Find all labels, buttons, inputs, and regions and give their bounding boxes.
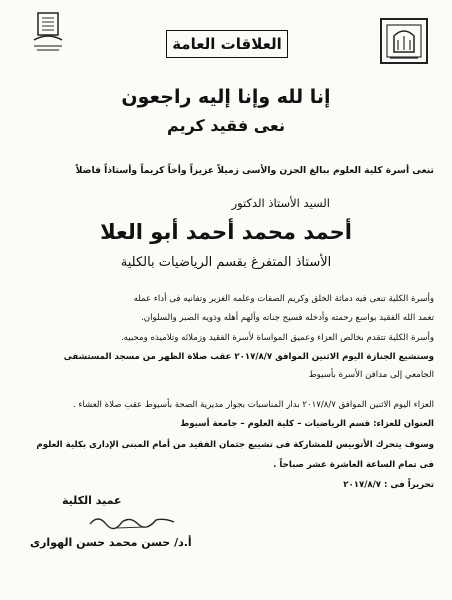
details-line: فى تمام الساعة العاشرة عشر صباحاً .: [273, 460, 434, 470]
intro-text: تنعى أسرة كلية العلوم ببالغ الحزن والأسى زميلاً عزيزاً وأخاً كريماً وأستاذاً فاضلاً: [75, 165, 434, 176]
body-line: وستشيع الجنازة اليوم الاثنين الموافق ٢٠١٧/٨/٧ عقب صلاة الظهر من مسجد المستشفى: [63, 352, 434, 362]
deceased-role: الأستاذ المتفرغ بقسم الرياضيات بالكلية: [120, 255, 332, 270]
body-line: وأسرة الكلية تنعى فيه دماثة الخلق وكريم الصفات وعلمه الغزير وتفانيه فى أداء عمله: [133, 294, 434, 304]
header-title: العلاقات العامة: [166, 30, 288, 58]
title-line: السيد الأستاذ الدكتور: [231, 196, 330, 210]
details-line: العنوان للعزاء: قسم الرياضيات – كلية العلوم – جامعة أسيوط: [180, 419, 434, 429]
body-line: تغمد الله الفقيد بواسع رحمته وأدخله فسيح جناته وألهم أهله وذويه الصبر والسلوان.: [141, 313, 434, 323]
details-line: العزاء اليوم الاثنين الموافق ٢٠١٧/٨/٧ بدار المناسبات بجوار مديرية الصحة بأسيوط عقب صلاة العشاء .: [72, 400, 434, 410]
faculty-logo-icon: [378, 16, 430, 66]
body-line: الجامعي إلى مدافن الأسرة بأسيوط: [308, 370, 434, 380]
details-line: وسوف يتحرك الأتوبيس للمشاركة فى تشييع جثمان الفقيد من أمام المبنى الإدارى بكلية العلوم: [36, 440, 434, 450]
body-line: وأسرة الكلية تتقدم بخالص العزاء وعميق المواساة لأسرة الفقيد وزملائه وتلاميذه ومحبيه.: [120, 333, 434, 343]
university-logo-icon: [28, 10, 68, 54]
signature-label: عميد الكلية: [62, 494, 122, 507]
signatory-name: أ.د/ حسن محمد حسن الهوارى: [30, 536, 192, 549]
handwritten-signature: [86, 510, 178, 532]
announcement-heading: نعى فقيد كريم: [167, 116, 285, 135]
deceased-name: أحمد محمد أحمد أبو العلا: [100, 220, 352, 244]
date-line: تحريراً فى : ٢٠١٧/٨/٧: [343, 480, 434, 490]
quran-verse: إنا لله وإنا إليه راجعون: [121, 86, 331, 108]
